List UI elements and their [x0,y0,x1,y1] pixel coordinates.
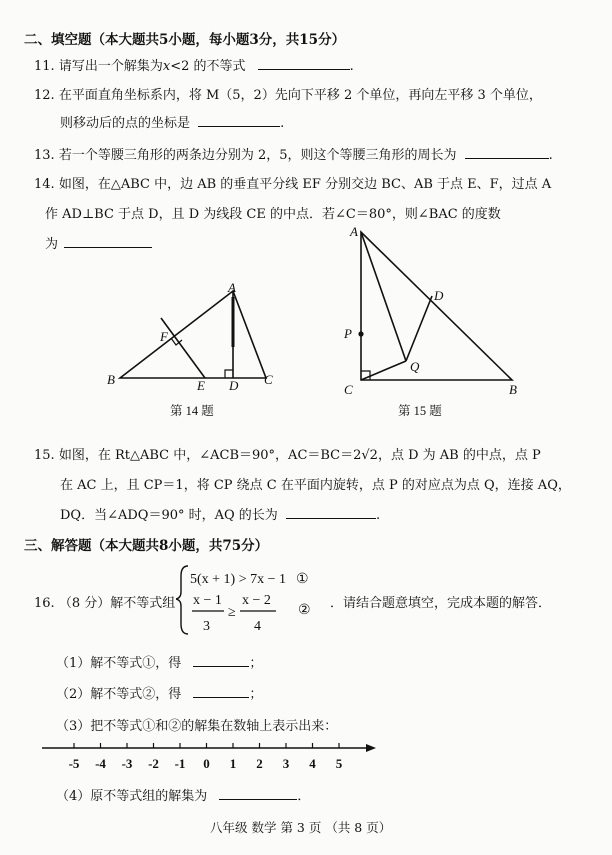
figure-15 [361,232,512,380]
triangle-abc [120,291,266,378]
question-16-instruction: ．请结合题意填空，完成本题的解答． [330,596,552,611]
page-footer: 八年级 数学 第 3 页 （共 8 页） [210,820,392,835]
label-q-15: Q [410,359,420,374]
question-number: 15. [34,448,55,463]
answer-blank-15[interactable] [286,506,376,519]
number-line-tick-label: -1 [174,756,186,771]
right-angle-mark-d [225,370,233,378]
number-line-tick-label: 1 [229,756,237,771]
section-heading-fill: 二、填空题（本大题共5小题，每小题3分，共15分） [24,32,346,48]
geq-sign: ≥ [228,605,236,620]
question-number: 12. [34,88,55,103]
question-number: 13. [34,148,55,163]
question-14-line3: 为 [45,233,152,252]
question-12: 12. 在平面直角坐标系内，将 M（5，2）先向下平移 2 个单位，再向左平移 3 个单位， [34,88,542,103]
question-13: 13. 若一个等腰三角形的两条边分别为 2，5，则这个等腰三角形的周长为 . [34,148,553,163]
label-c-15: C [344,382,353,397]
system-brace [176,566,188,634]
figure-14-caption: 第 14 题 [170,404,214,418]
point-p [358,331,363,336]
question-16-part-4: （4）原不等式组的解集为 ． [56,789,311,804]
number-line-ticks [69,743,343,771]
question-15-line2: 在 AC 上，且 CP＝1，将 CP 绕点 C 在平面内旋转，点 P 的对应点为点 Q，连接 AQ， [60,478,571,493]
question-15: 15. 如图，在 Rt△ABC 中，∠ACB＝90°，AC＝BC＝2√2，点 D 为 AB 的中点，点 P [34,448,541,463]
question-14-line2: 作 AD⊥BC 于点 D，且 D 为线段 CE 的中点．若∠C＝80°，则∠BAC 的度数 [45,207,501,222]
label-d-14: D [229,378,239,393]
answer-blank-16-2[interactable] [193,685,249,698]
fraction-1-denominator: 3 [203,619,210,634]
number-line-tick-label: -3 [121,756,133,771]
question-16-part-3: （3）把不等式①和②的解集在数轴上表示出来： [56,719,338,734]
number-line-arrow-icon [366,744,376,752]
fraction-2-numerator: x − 2 [242,593,271,608]
section-heading-solve: 三、解答题（本大题共8小题，共75分） [24,538,269,554]
segment-aq [361,232,406,361]
figure-15-caption: 第 15 题 [398,404,442,418]
fraction-2-denominator: 4 [254,619,261,634]
segment-ef [161,318,205,378]
figures-layer [0,0,612,420]
figure-14 [120,291,266,378]
question-number: 11. [34,59,55,74]
number-line[interactable] [40,738,380,774]
number-line-tick-label: -2 [148,756,159,771]
question-16-part-2: （2）解不等式②，得 ； [56,687,263,702]
question-16-part-1: （1）解不等式①，得 ； [56,656,263,671]
label-b-15: B [509,382,517,397]
question-number: 14. [34,177,55,192]
number-line-tick-label: 0 [203,756,210,771]
number-line-tick-label: -5 [68,756,80,771]
number-line-tick-label: 3 [282,756,290,771]
answer-blank-16-1[interactable] [193,654,249,667]
fraction-1-numerator: x − 1 [193,593,222,608]
circle-mark-2: ② [298,603,311,618]
number-line-tick-label: 5 [335,756,343,771]
label-a-15: A [350,224,358,239]
triangle-abc-15 [361,232,512,380]
segment-dq [406,296,432,361]
label-d-15: D [434,288,444,303]
number-line-tick-label: 4 [309,756,316,771]
label-b-14: B [107,372,115,387]
question-15-line3: DQ．当∠ADQ＝90° 时，AQ 的长为 . [60,508,381,523]
label-p-15: P [344,326,352,341]
label-c-14: C [264,372,273,387]
number-line-tick-label: -4 [95,756,106,771]
number-line-tick-label: 2 [256,756,263,771]
label-a-14: A [228,280,236,295]
question-12-line2: 则移动后的点的坐标是 . [60,116,285,131]
answer-blank-16-4[interactable] [219,787,297,800]
question-16-intro: 16. （8 分）解不等式组 [34,596,176,611]
circle-mark-1: ① [296,572,309,587]
question-11: 11. 请写出一个解集为x<2 的不等式 . [34,59,354,74]
question-14: 14. 如图，在△ABC 中，边 AB 的垂直平分线 EF 分别交边 BC、AB 于点 E、F，过点 A [34,177,552,192]
inequality-1: 5(x + 1) > 7x − 1 [190,572,287,587]
question-number: 16. [34,596,55,611]
label-e-14: E [197,378,205,393]
label-f-14: F [160,329,168,344]
